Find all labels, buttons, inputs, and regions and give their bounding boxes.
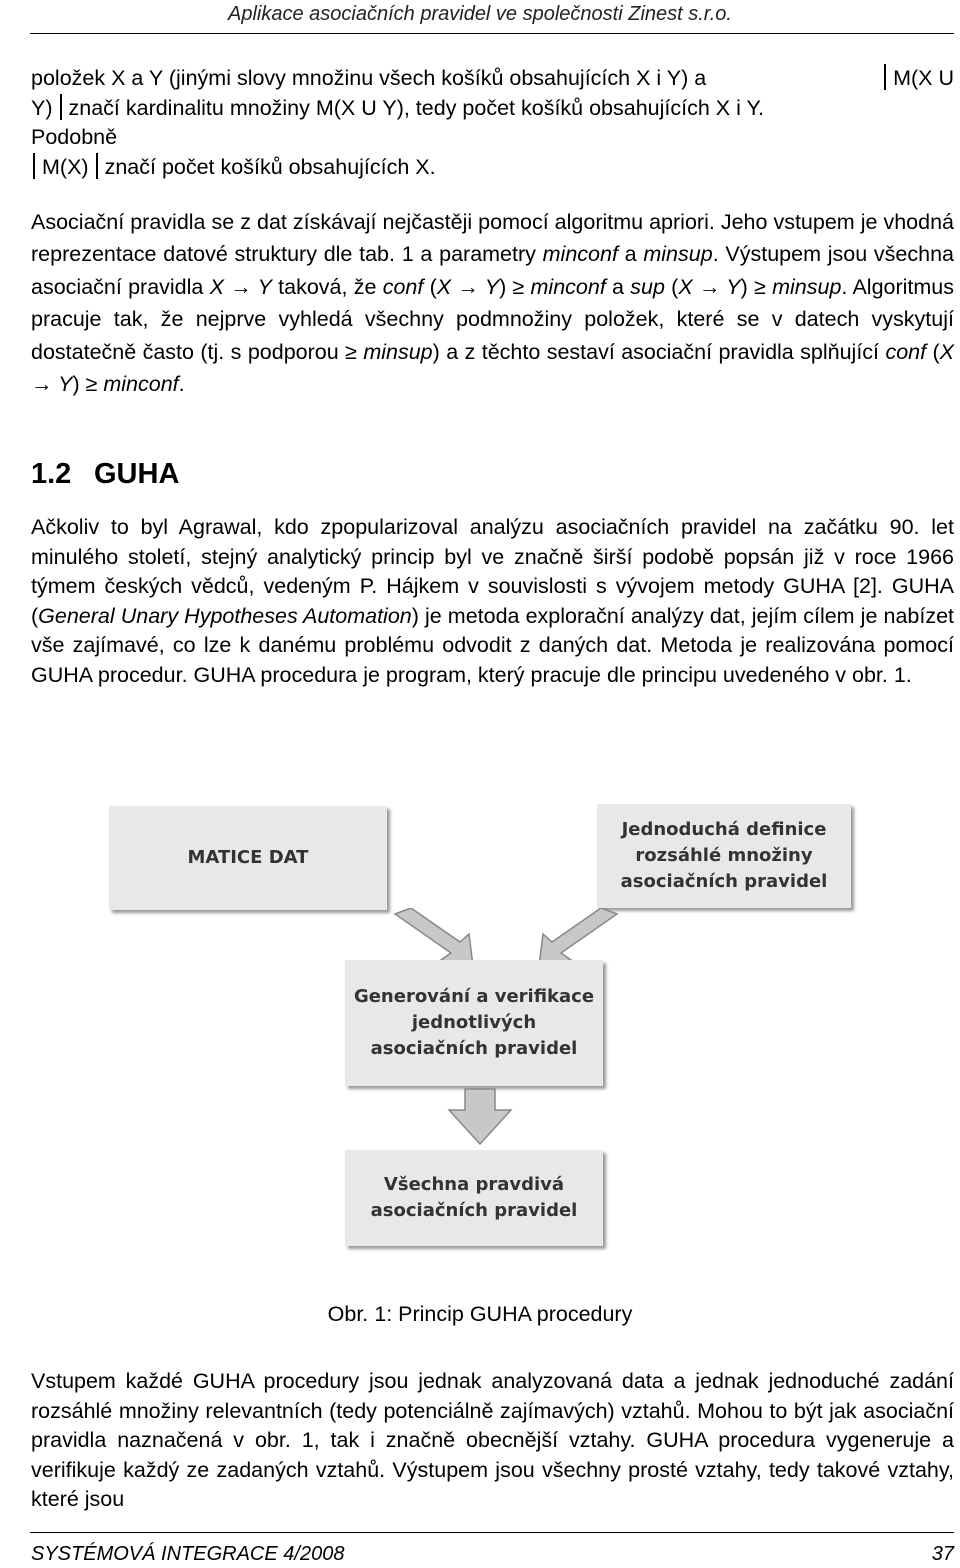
text-segment: Asociační pravidla se z dat získávají nejčastěji pomocí algoritmu apriori. Jeho vstupem je vhodná reprezentace datové struktury dle tab. 1 a parametry (31, 210, 954, 267)
vertical-bar (33, 153, 35, 179)
text-segment: . (178, 372, 185, 397)
text-segment: ( (664, 274, 679, 299)
text-segment: M(X) (42, 154, 89, 179)
text-segment: a (605, 274, 631, 299)
text-segment: Ačkoliv to byl Agrawal, kdo zpopularizoval analýzu asociačních pravidel na začátku 90. let minulého století, stejný analytický princip byl ve značně širší podobě popsán již v roce 1966 týmem českých vědců, vedeným P. Hájkem v souvislosti s vývojem metody GUHA [2]. GUHA ( (31, 515, 954, 628)
text-segment: ) ≥ (72, 372, 104, 397)
paragraph-guha (31, 513, 954, 690)
term-minsup: minsup (772, 274, 842, 299)
box-generation-verification (345, 960, 603, 1086)
text-segment: značí kardinalitu množiny M(X U Y), tedy počet košíků obsahujících X i Y. (68, 95, 765, 120)
paragraph-apriori (31, 206, 954, 400)
text-segment: . Výstupem jsou všechna asociační pravidla (31, 242, 954, 299)
page-number: 37 (931, 1543, 954, 1565)
text-segment: značí počet košíků obsahujících X. (104, 154, 436, 179)
arrow-icon-down (445, 1088, 515, 1146)
line-1 (31, 64, 954, 94)
vertical-bar (96, 153, 98, 179)
vertical-bar (60, 94, 62, 120)
text-segment: ) a z těchto sestaví asociační pravidla splňující (432, 339, 886, 364)
journal-name: SYSTÉMOVÁ INTEGRACE 4/2008 (31, 1543, 345, 1565)
term-conf: conf (382, 274, 424, 299)
guha-expansion: General Unary Hypotheses Automation (38, 603, 412, 628)
arrow-icon-diagonal-left (265, 908, 685, 968)
line-2 (31, 94, 954, 124)
box-label: asociačních pravidel (620, 871, 828, 892)
figure-guha-diagram (105, 800, 855, 1260)
text-segment: taková, že (271, 274, 383, 299)
text-segment: ) je metoda explorační analýzy dat, jejím cílem je nabízet vše zajímavé, co lze k danému problému odvodit z daných dat. Metoda je realizována pomocí GUHA procedur. GUHA procedura je program, který pracuje dle principu uvedeného v obr. 1. (31, 603, 955, 687)
box-label: asociačních pravidel (370, 1038, 578, 1059)
box-label: rozsáhlé množiny (635, 845, 813, 866)
line-4 (31, 153, 954, 183)
text-segment: ( (423, 274, 437, 299)
section-title: GUHA (94, 458, 180, 490)
box-true-rules (345, 1150, 603, 1246)
text-segment: ) ≥ (740, 274, 773, 299)
box-label: jednotlivých (411, 1012, 537, 1033)
rule-formula: X → Y (678, 274, 741, 299)
box-label: Generování a verifikace (353, 986, 595, 1007)
section-heading (31, 458, 179, 491)
paragraph-cardinality (31, 64, 954, 182)
header-rule (30, 33, 954, 34)
running-header: Aplikace asociačních pravidel ve společnosti Zinest s.r.o. (228, 3, 732, 25)
term-conf: conf (885, 339, 927, 364)
box-label: MATICE DAT (187, 847, 309, 868)
text-segment: a (617, 242, 644, 267)
text-segment: Y) (31, 95, 53, 120)
term-minconf: minconf (542, 242, 618, 267)
text-segment: ) ≥ (499, 274, 531, 299)
text-segment: M(X U (893, 66, 954, 90)
text-segment: . Algoritmus pracuje tak, že nejprve vyhledá všechny podmnožiny položek, které se v datech vyskytují dostatečně často (tj. s podporou ≥ (31, 274, 955, 364)
box-rule-definition (597, 804, 851, 908)
term-minsup: minsup (363, 339, 433, 364)
term-minconf: minconf (530, 274, 606, 299)
box-label: Všechna pravdivá (383, 1174, 565, 1195)
box-data-matrix (109, 806, 387, 910)
section-number: 1.2 (31, 458, 72, 490)
term-minconf: minconf (103, 372, 179, 397)
box-label: Jednoduchá definice (621, 819, 827, 840)
rule-formula: X → Y (31, 339, 955, 397)
line-3: Podobně (31, 125, 118, 149)
term-sup: sup (630, 274, 665, 299)
rule-formula: X → Y (436, 274, 500, 299)
vertical-bar (884, 64, 886, 90)
text-segment (877, 64, 954, 94)
box-label: asociačních pravidel (370, 1200, 578, 1221)
text-segment: ( (926, 339, 940, 364)
text-segment: položek X a Y (jinými slovy množinu všech košíků obsahujících X i Y) a (31, 66, 707, 90)
rule-formula: X → Y (209, 274, 272, 299)
figure-caption: Obr. 1: Princip GUHA procedury (327, 1302, 633, 1326)
paragraph-inputs: Vstupem každé GUHA procedury jsou jednak analyzovaná data a jednak jednoduché zadání rozsáhlé množiny relevantních (tedy potenciálně zajímavých) vztahů. Mohou to být jak asociační pravidla naznačená v obr. 1, tak i značně obecnější vztahy. GUHA procedura vygeneruje a verifikuje každý ze zadaných vztahů. Výstupem jsou všechny prosté vztahy, tedy takové vztahy, které jsou (31, 1369, 954, 1511)
footer-rule (30, 1532, 954, 1533)
term-minsup: minsup (643, 242, 713, 267)
